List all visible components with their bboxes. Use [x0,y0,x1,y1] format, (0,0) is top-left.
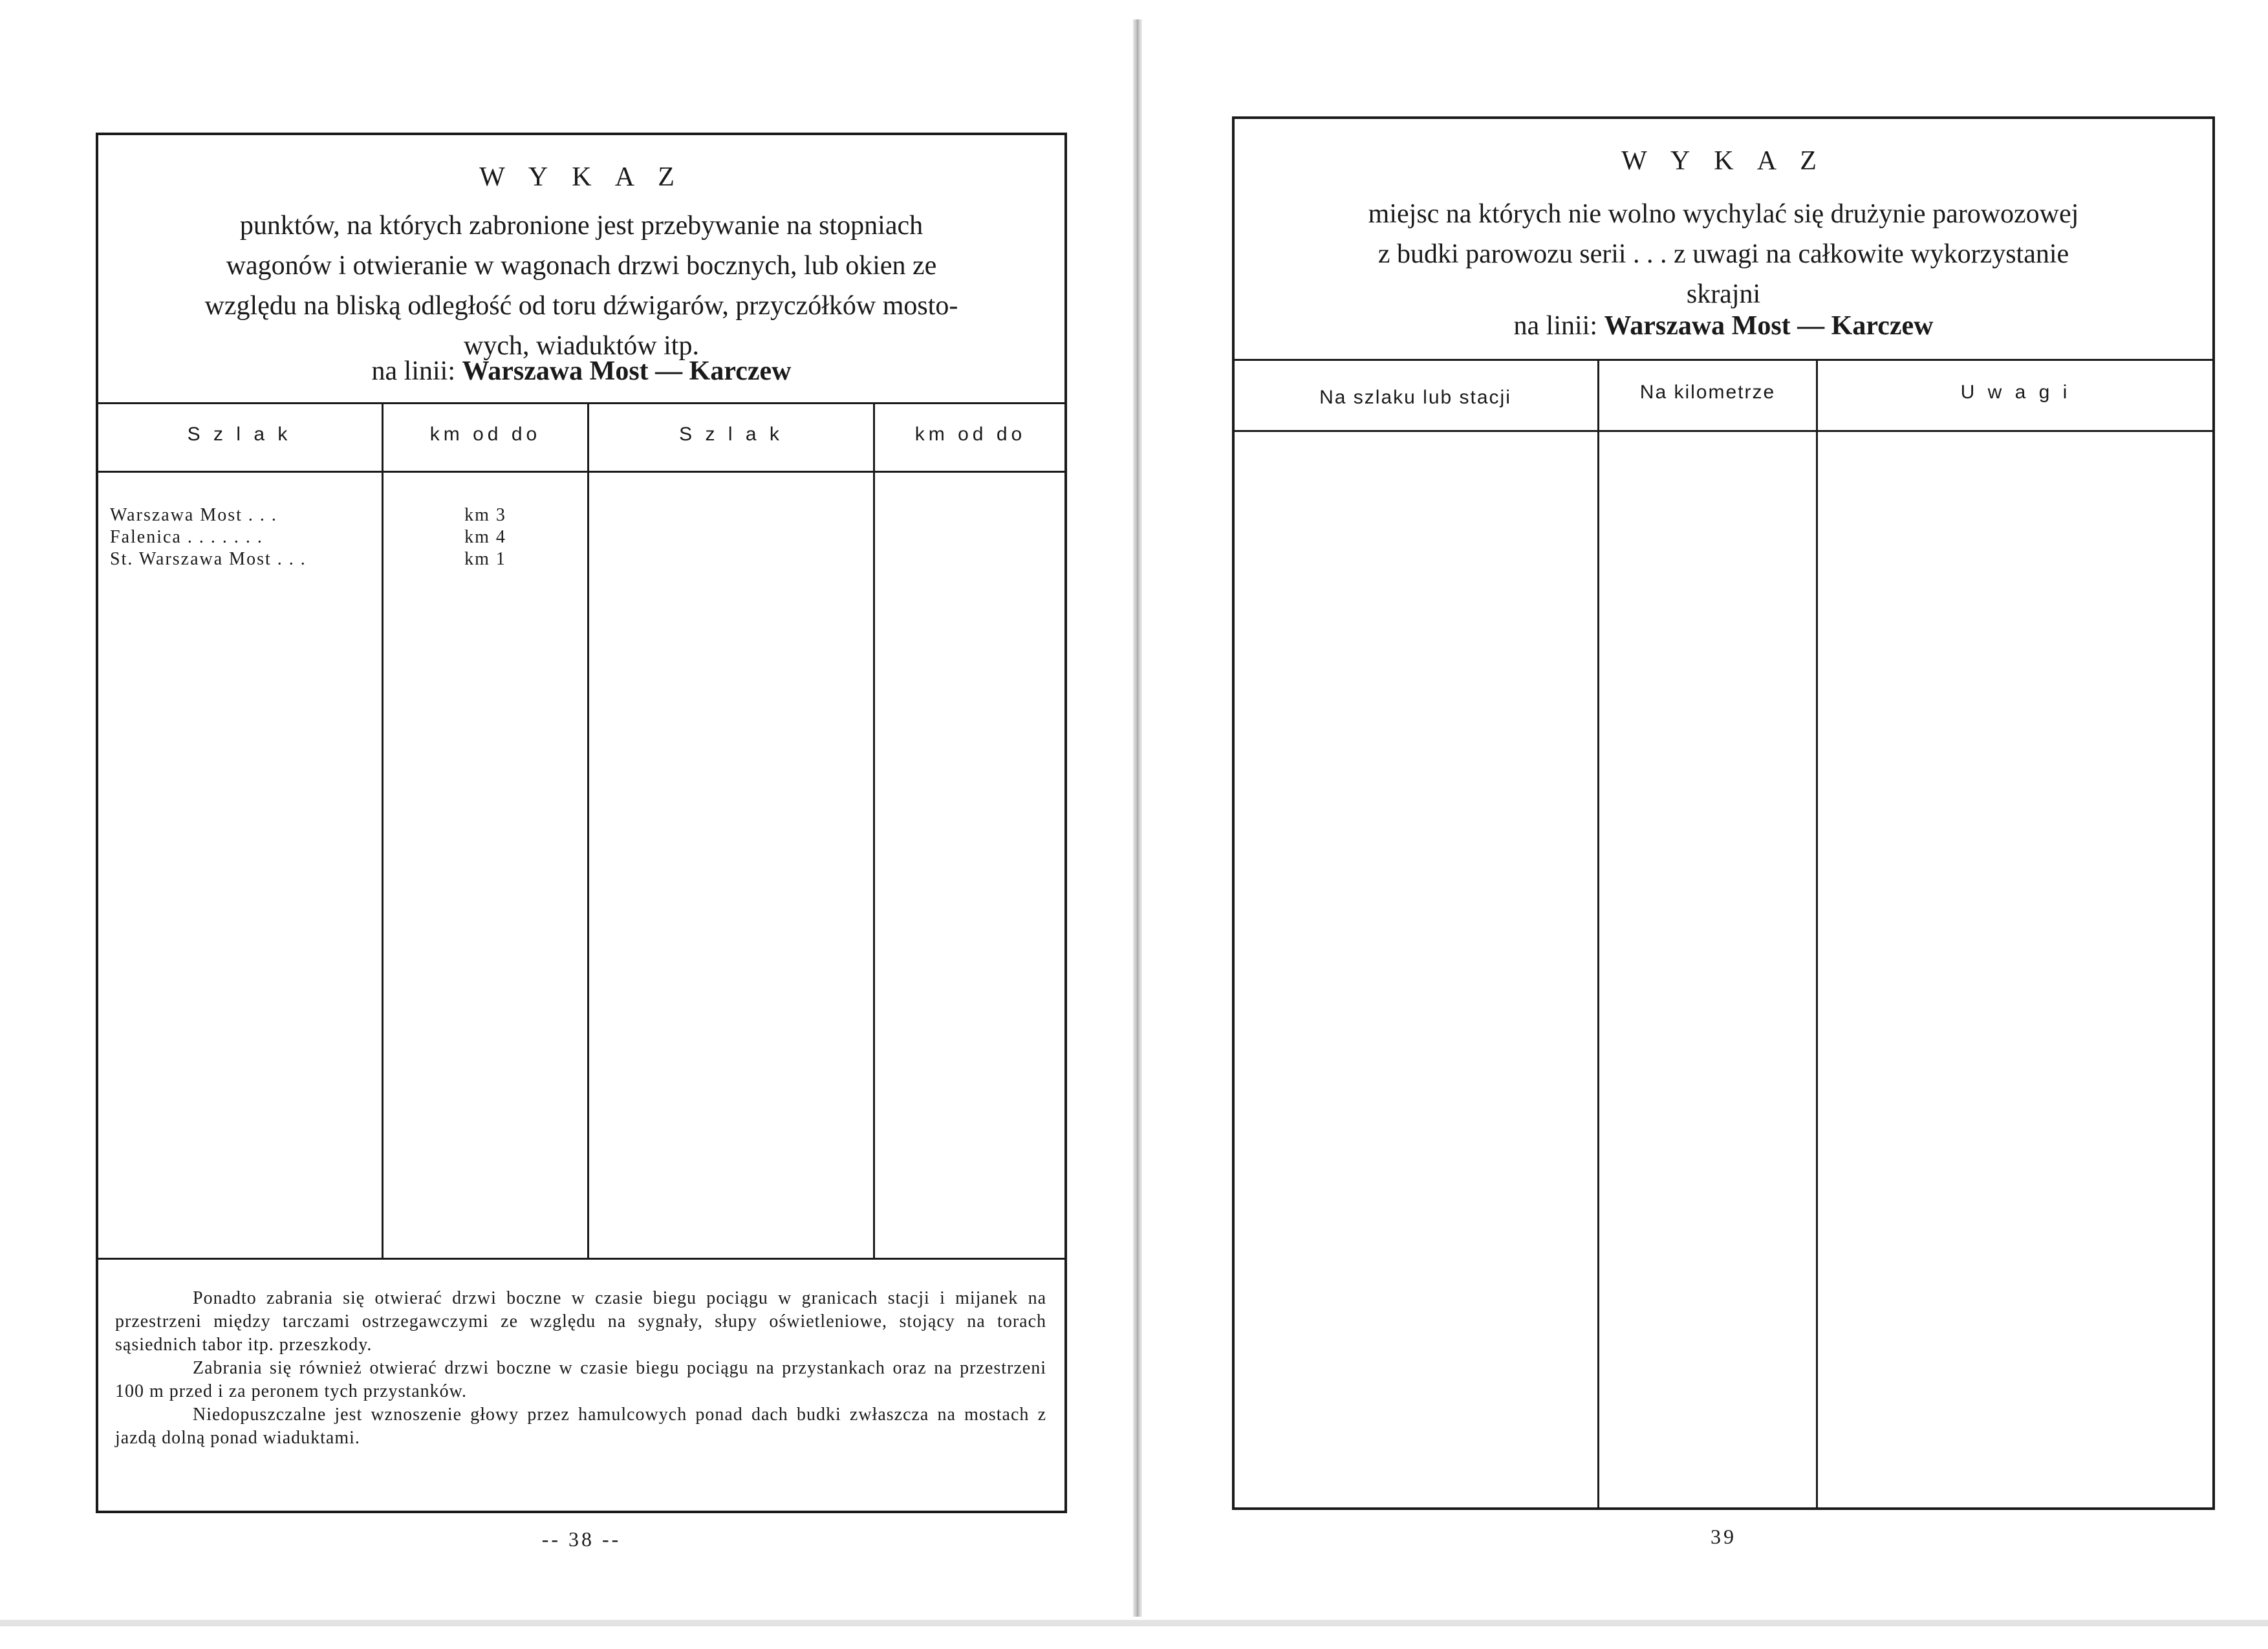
left-page-title: W Y K A Z [479,162,684,192]
right-header-kilometr: Na kilometrze [1639,382,1776,403]
right-line-prefix: na linii: [1513,311,1604,341]
right-page-title: W Y K A Z [1621,146,1826,176]
left-footnote [115,1287,1046,1450]
left-header-bottom-rule [97,471,1066,473]
left-description-line: wagonów i otwieranie w wagonach drzwi bocznych, lub okien ze [226,251,937,281]
right-page-description [1232,194,2215,314]
table-row-km: km 1 [464,549,506,569]
book-spine [1133,19,1142,1617]
right-line-name: Warszawa Most — Karczew [1604,311,1934,341]
right-description-line: miejsc na których nie wolno wychylać się drużynie parowozowej [1368,199,2079,229]
table-row-szlak: Warszawa Most . . . [110,505,277,525]
left-column-divider [587,402,589,1259]
left-column-divider [873,402,875,1259]
right-page-number: 39 [1711,1525,1736,1548]
left-description-line: względu na bliską odległość od toru dźwigarów, przyczółków mosto- [204,291,958,321]
table-row-szlak: St. Warszawa Most . . . [110,549,307,569]
left-description-line: wych, wiaduktów itp. [464,331,699,361]
left-page-number: -- 38 -- [541,1527,621,1551]
left-description-line: punktów, na których zabronione jest przebywanie na stopniach [239,211,923,241]
left-header-szlak: S z l a k [187,424,292,445]
left-page-description [96,206,1067,366]
right-header-uwagi: U w a g i [1960,382,2071,403]
footnote-paragraph: Zabrania się również otwierać drzwi boczne w czasie biegu pociągu na przystankach oraz na przestrzeni 100 m przed i za peronem tych przystanków. [115,1358,1046,1401]
left-line-prefix: na linii: [371,356,462,386]
right-header-szlak: Na szlaku lub stacji [1319,387,1511,408]
page-bottom-edge [0,1620,2268,1626]
right-description-line: z budki parowozu serii . . . z uwagi na całkowite wykorzystanie [1377,239,2069,269]
table-row-szlak: Falenica . . . . . . . [110,527,263,547]
table-row-km: km 3 [464,505,506,525]
left-table-bottom-rule [97,1258,1066,1260]
footnote-paragraph: Ponadto zabrania się otwierać drzwi boczne w czasie biegu pociągu w granicach stacji i mijanek na przestrzeni między tarczami ostrzegawczymi ze względu na sygnały, słupy oświetleniowe, stojący na torach sąsiednich tabor itp. przeszkody. [115,1288,1046,1355]
right-table-top-rule [1233,359,2214,361]
left-szlak-column [110,504,307,570]
footnote-paragraph: Niedopuszczalne jest wznoszenie głowy przez hamulcowych ponad dach budki zwłaszcza na mostach z jazdą dolną ponad wiaduktami. [115,1405,1046,1448]
left-line-caption [96,356,1067,387]
left-header-szlak-2: S z l a k [679,424,783,445]
right-line-caption [1232,310,2215,341]
right-header-bottom-rule [1233,430,2214,432]
left-header-km: km od do [429,424,541,445]
right-column-divider [1597,359,1599,1509]
left-table-top-rule [97,402,1066,404]
right-column-divider [1816,359,1818,1509]
left-line-name: Warszawa Most — Karczew [462,356,792,386]
left-header-km-2: km od do [914,424,1026,445]
left-km-column [383,504,587,570]
right-description-line: skrajni [1686,279,1761,309]
table-row-km: km 4 [464,527,506,547]
